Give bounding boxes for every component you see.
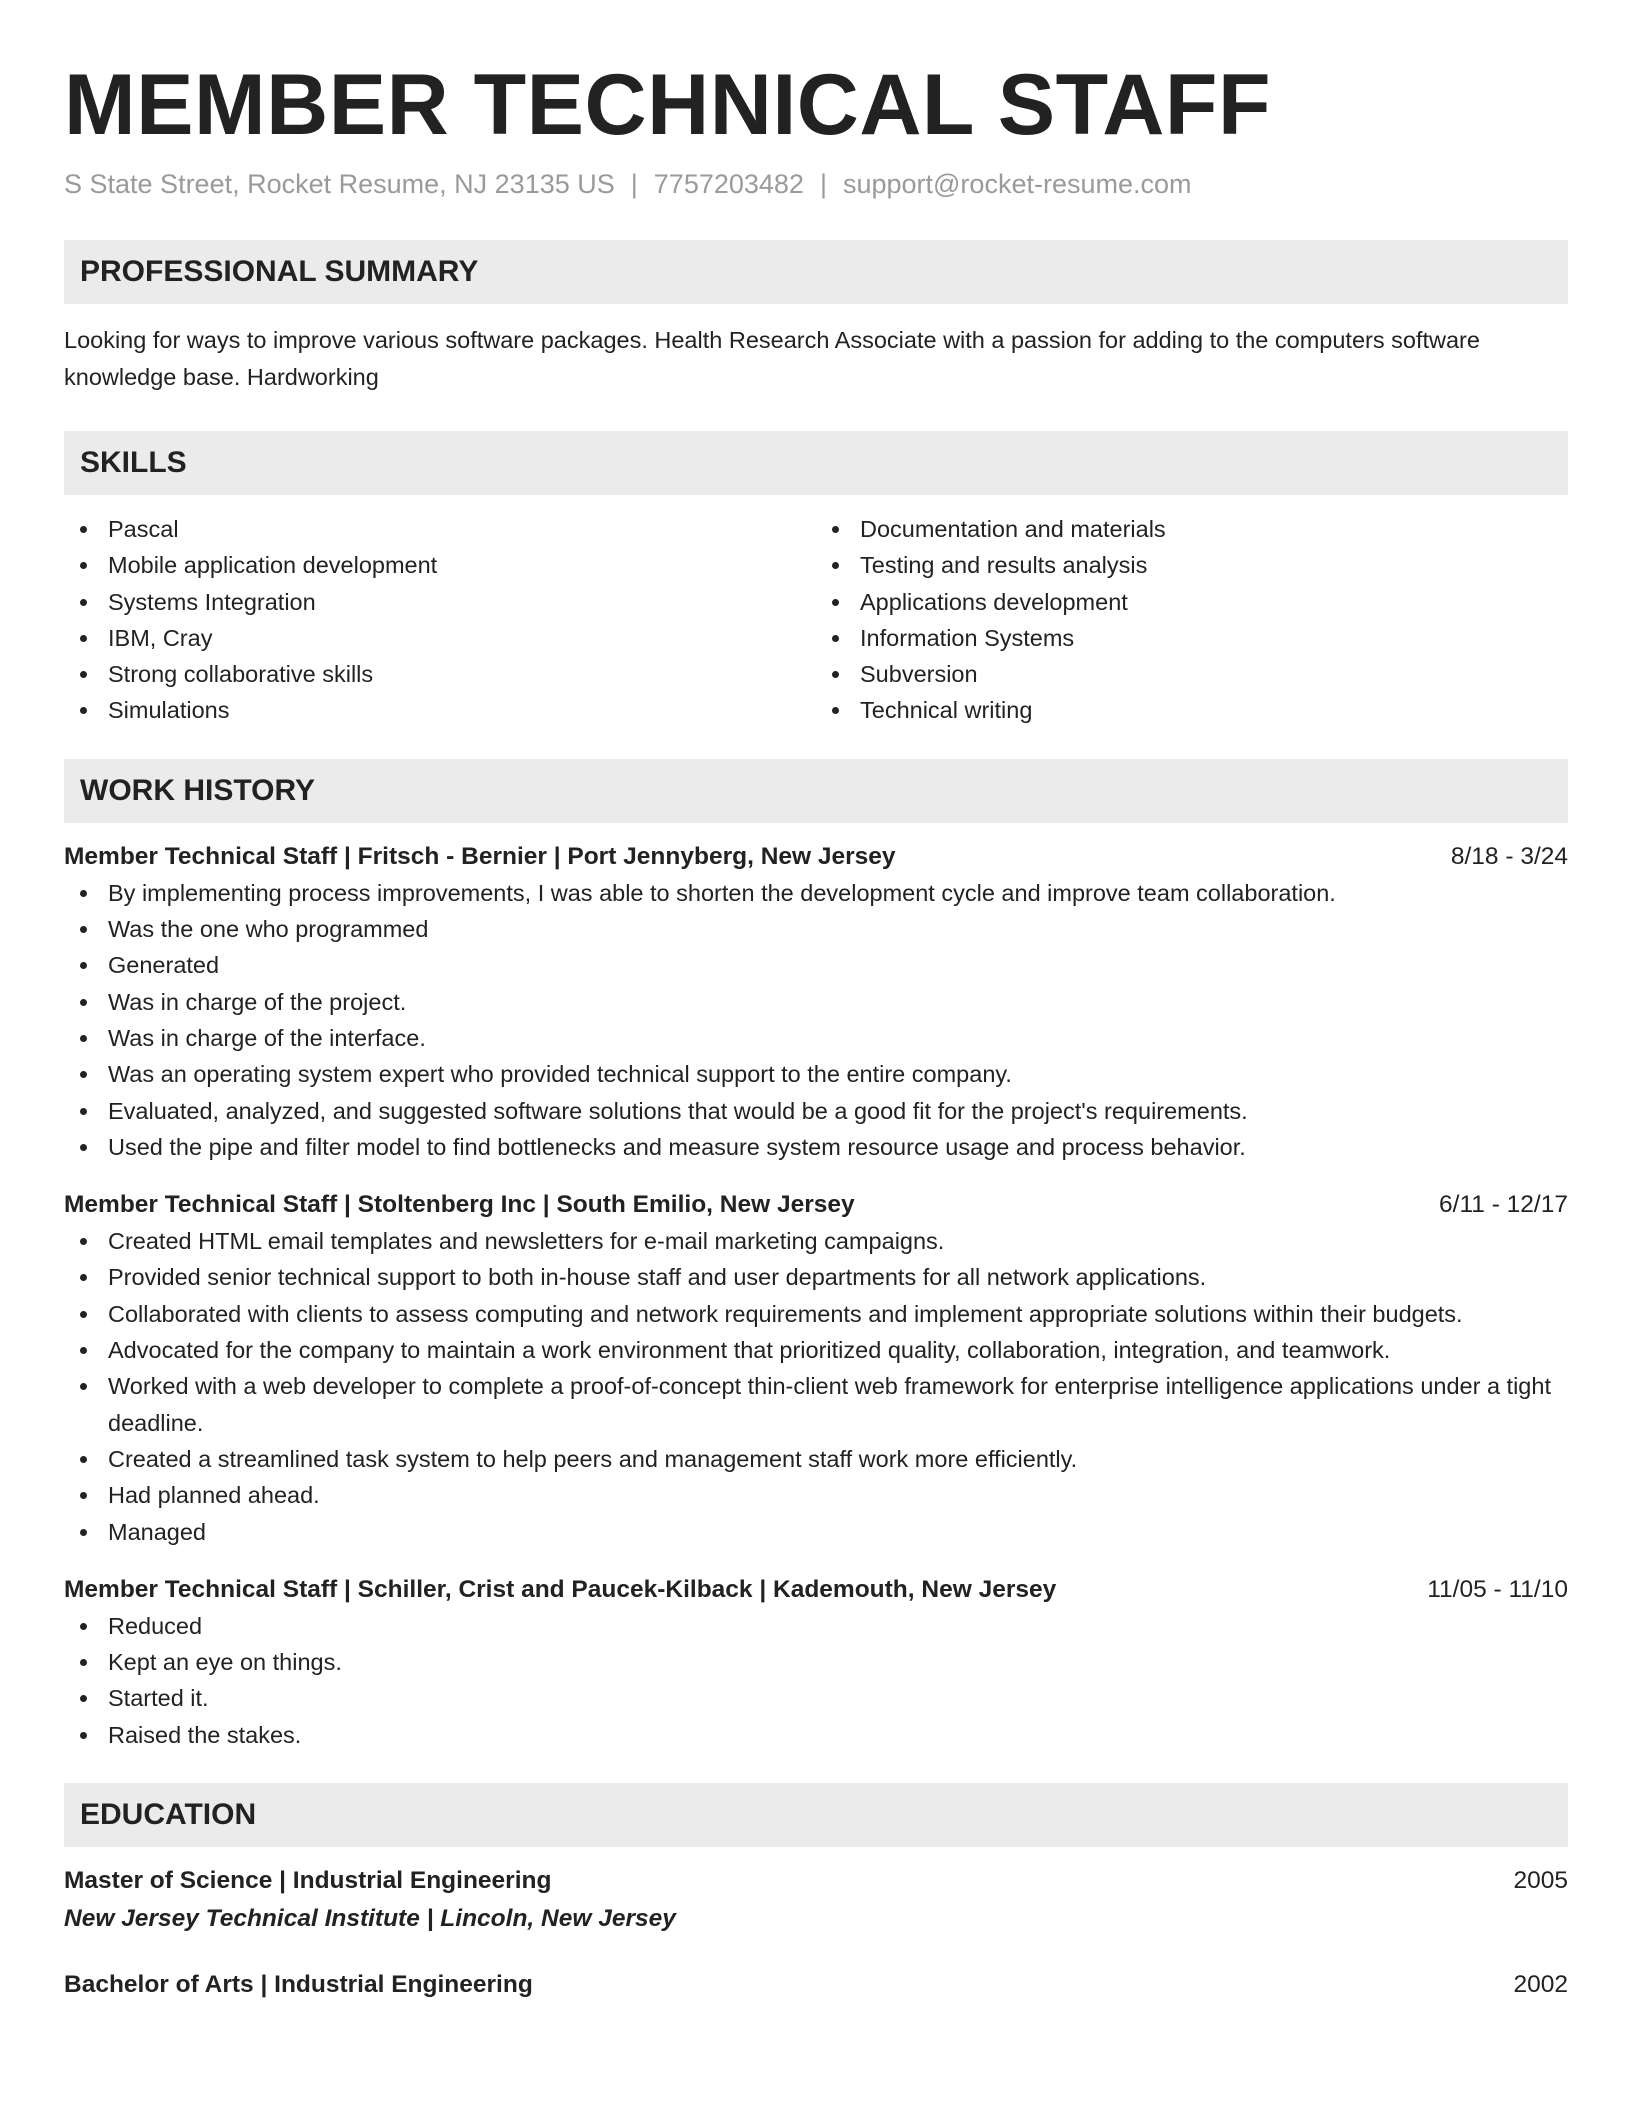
job-bullet: Had planned ahead. (64, 1477, 1568, 1513)
skill-item: Applications development (816, 584, 1568, 620)
education-entry (64, 1863, 1568, 1937)
job-bullet: Evaluated, analyzed, and suggested software solutions that would be a good fit for the project's requirements. (64, 1093, 1568, 1129)
skill-item: Mobile application development (64, 547, 816, 583)
job-bullet: Reduced (64, 1608, 1568, 1644)
job-bullets (64, 1608, 1568, 1753)
job-bullet: Used the pipe and filter model to find bottlenecks and measure system resource usage and process behavior. (64, 1129, 1568, 1165)
contact-phone: 7757203482 (653, 169, 804, 199)
job-title: Member Technical Staff | Schiller, Crist and Paucek-Kilback | Kademouth, New Jersey (64, 1575, 1057, 1603)
job-bullet: Created a streamlined task system to help peers and management staff work more efficiently. (64, 1441, 1568, 1477)
job-header (64, 839, 1568, 875)
contact-address: S State Street, Rocket Resume, NJ 23135 US (64, 169, 615, 199)
skill-item: IBM, Cray (64, 620, 816, 656)
skills-column-right (816, 511, 1568, 729)
job-bullet: Started it. (64, 1680, 1568, 1716)
section-heading-education: EDUCATION (64, 1783, 1568, 1847)
job-bullet: Kept an eye on things. (64, 1644, 1568, 1680)
skill-item: Systems Integration (64, 584, 816, 620)
skills-list (64, 511, 1568, 729)
contact-line (64, 166, 1568, 202)
skill-item: Technical writing (816, 692, 1568, 728)
job-entry (64, 1572, 1568, 1753)
job-bullet: Was an operating system expert who provided technical support to the entire company. (64, 1056, 1568, 1092)
job-entry (64, 839, 1568, 1165)
skill-item: Strong collaborative skills (64, 656, 816, 692)
education-school: New Jersey Technical Institute | Lincoln, New Jersey (64, 1905, 676, 1933)
skill-item: Subversion (816, 656, 1568, 692)
skills-column-left (64, 511, 816, 729)
skill-item: Documentation and materials (816, 511, 1568, 547)
section-heading-work-history: WORK HISTORY (64, 759, 1568, 823)
contact-separator: | (819, 169, 827, 199)
job-bullet: Created HTML email templates and newsletters for e-mail marketing campaigns. (64, 1223, 1568, 1259)
job-bullet: Raised the stakes. (64, 1717, 1568, 1753)
skill-item: Simulations (64, 692, 816, 728)
job-bullet: Advocated for the company to maintain a work environment that prioritized quality, collaboration, integration, and teamwork. (64, 1332, 1568, 1368)
job-bullets (64, 1223, 1568, 1550)
job-bullet: Provided senior technical support to both in-house staff and user departments for all network applications. (64, 1259, 1568, 1295)
job-bullet: Was the one who programmed (64, 911, 1568, 947)
section-heading-summary: PROFESSIONAL SUMMARY (64, 240, 1568, 304)
job-bullet: Was in charge of the interface. (64, 1020, 1568, 1056)
job-title: Member Technical Staff | Stoltenberg Inc | South Emilio, New Jersey (64, 1191, 855, 1219)
job-dates: 8/18 - 3/24 (1450, 842, 1568, 870)
job-header (64, 1572, 1568, 1608)
job-bullet: Worked with a web developer to complete a proof-of-concept thin-client web framework for enterprise intelligence applications under a tight deadline. (64, 1368, 1568, 1441)
job-bullet: By implementing process improvements, I was able to shorten the development cycle and improve team collaboration. (64, 875, 1568, 911)
job-dates: 11/05 - 11/10 (1427, 1575, 1568, 1603)
skill-item: Information Systems (816, 620, 1568, 656)
education-year: 2005 (1513, 1867, 1568, 1895)
summary-text: Looking for ways to improve various software packages. Health Research Associate with a passion for adding to the computers software knowledge base. Hardworking (64, 327, 1480, 390)
education-header (64, 1967, 1568, 2003)
skill-item: Testing and results analysis (816, 547, 1568, 583)
education-degree: Master of Science | Industrial Engineering (64, 1867, 552, 1895)
contact-separator: | (630, 169, 638, 199)
job-entry (64, 1187, 1568, 1550)
job-dates: 6/11 - 12/17 (1439, 1191, 1568, 1219)
job-bullet: Collaborated with clients to assess computing and network requirements and implement appropriate solutions within their budgets. (64, 1296, 1568, 1332)
skill-item: Pascal (64, 511, 816, 547)
job-header (64, 1187, 1568, 1223)
job-bullet: Generated (64, 947, 1568, 983)
job-bullets (64, 875, 1568, 1165)
resume-name: MEMBER TECHNICAL STAFF (64, 57, 1271, 153)
education-degree: Bachelor of Arts | Industrial Engineering (64, 1971, 533, 1999)
job-bullet: Managed (64, 1514, 1568, 1550)
job-title: Member Technical Staff | Fritsch - Bernier | Port Jennyberg, New Jersey (64, 842, 896, 870)
education-entry (64, 1967, 1568, 2003)
job-bullet: Was in charge of the project. (64, 984, 1568, 1020)
section-heading-skills: SKILLS (64, 431, 1568, 495)
contact-email: support@rocket-resume.com (842, 169, 1192, 199)
education-header (64, 1863, 1568, 1899)
education-year: 2002 (1513, 1971, 1568, 1999)
